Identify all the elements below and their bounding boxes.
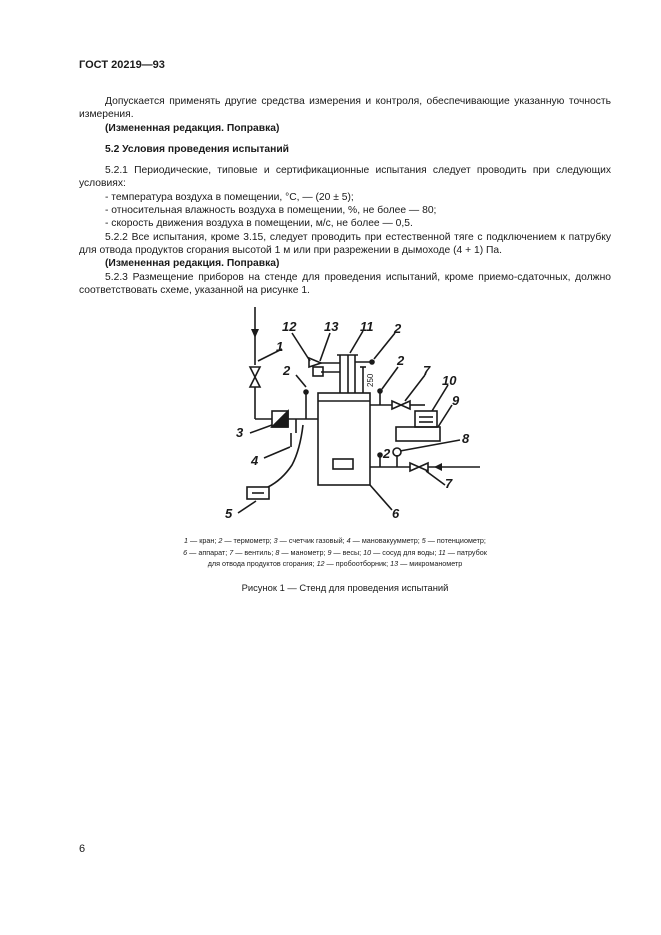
list-item: - относительная влажность воздуха в помещении, %, не более — 80;: [105, 205, 437, 217]
test-stand-diagram: [200, 305, 490, 530]
list-item: - скорость движения воздуха в помещении, м/с, не более — 0,5.: [105, 218, 413, 230]
label-12: 12: [282, 319, 297, 334]
label-7: 7: [423, 363, 431, 378]
dimension-label: 250: [366, 373, 375, 387]
paragraph: 5.2.2 Все испытания, кроме 3.15, следует проводить при естественной тяге с подключением к патрубку для отвода продуктов сгорания высотой 1 м или при разрежении в дымоходе (4 + 1) Па.: [79, 231, 611, 256]
label-6: 6: [392, 506, 400, 521]
amendment-note: (Измененная редакция. Поправка): [105, 258, 280, 270]
paragraph: 5.2.3 Размещение приборов на стенде для проведения испытаний, кроме приемо-сдаточных, должно соответствовать схеме, указанной на рисунке 1.: [79, 271, 611, 296]
figure-caption: Рисунок 1 — Стенд для проведения испытаний: [241, 582, 449, 593]
label-9: 9: [452, 393, 460, 408]
amendment-note: (Измененная редакция. Поправка): [105, 122, 280, 134]
main-text: [79, 95, 611, 297]
label-7: 7: [445, 476, 453, 491]
paragraph: Допускается применять другие средства измерения и контроля, обеспечивающие указанную точность измерения.: [79, 96, 611, 121]
label-2: 2: [394, 321, 402, 336]
label-11: 11: [360, 319, 374, 334]
label-3: 3: [236, 425, 244, 440]
label-1: 1: [276, 339, 284, 354]
document-code: ГОСТ 20219—93: [79, 59, 165, 71]
label-8: 8: [462, 431, 470, 446]
label-10: 10: [442, 373, 457, 388]
label-13: 13: [324, 319, 339, 334]
figure-legend: 1 — кран; 2 — термометр; 3 — счетчик газовый; 4 — мановакуумметр; 5 — потенциометр; 6 — аппарат; 7 — вентиль; 8 — манометр; 9 — весы; 10 — сосуд для воды; 11 — патрубок для отвода продуктов сгорания; 12 — пробоотборник; 13 — микроманометр: [183, 536, 487, 569]
list-item: - температура воздуха в помещении, °С, — (20 ± 5);: [105, 191, 354, 203]
label-2: 2: [383, 446, 391, 461]
label-2: 2: [397, 353, 405, 368]
page-number: 6: [79, 843, 86, 855]
section-heading: 5.2 Условия проведения испытаний: [105, 143, 290, 155]
label-5: 5: [225, 506, 233, 521]
label-4: 4: [251, 453, 259, 468]
label-2: 2: [283, 363, 291, 378]
paragraph: 5.2.1 Периодические, типовые и сертификационные испытания следует проводить при следующих условиях:: [79, 165, 611, 190]
